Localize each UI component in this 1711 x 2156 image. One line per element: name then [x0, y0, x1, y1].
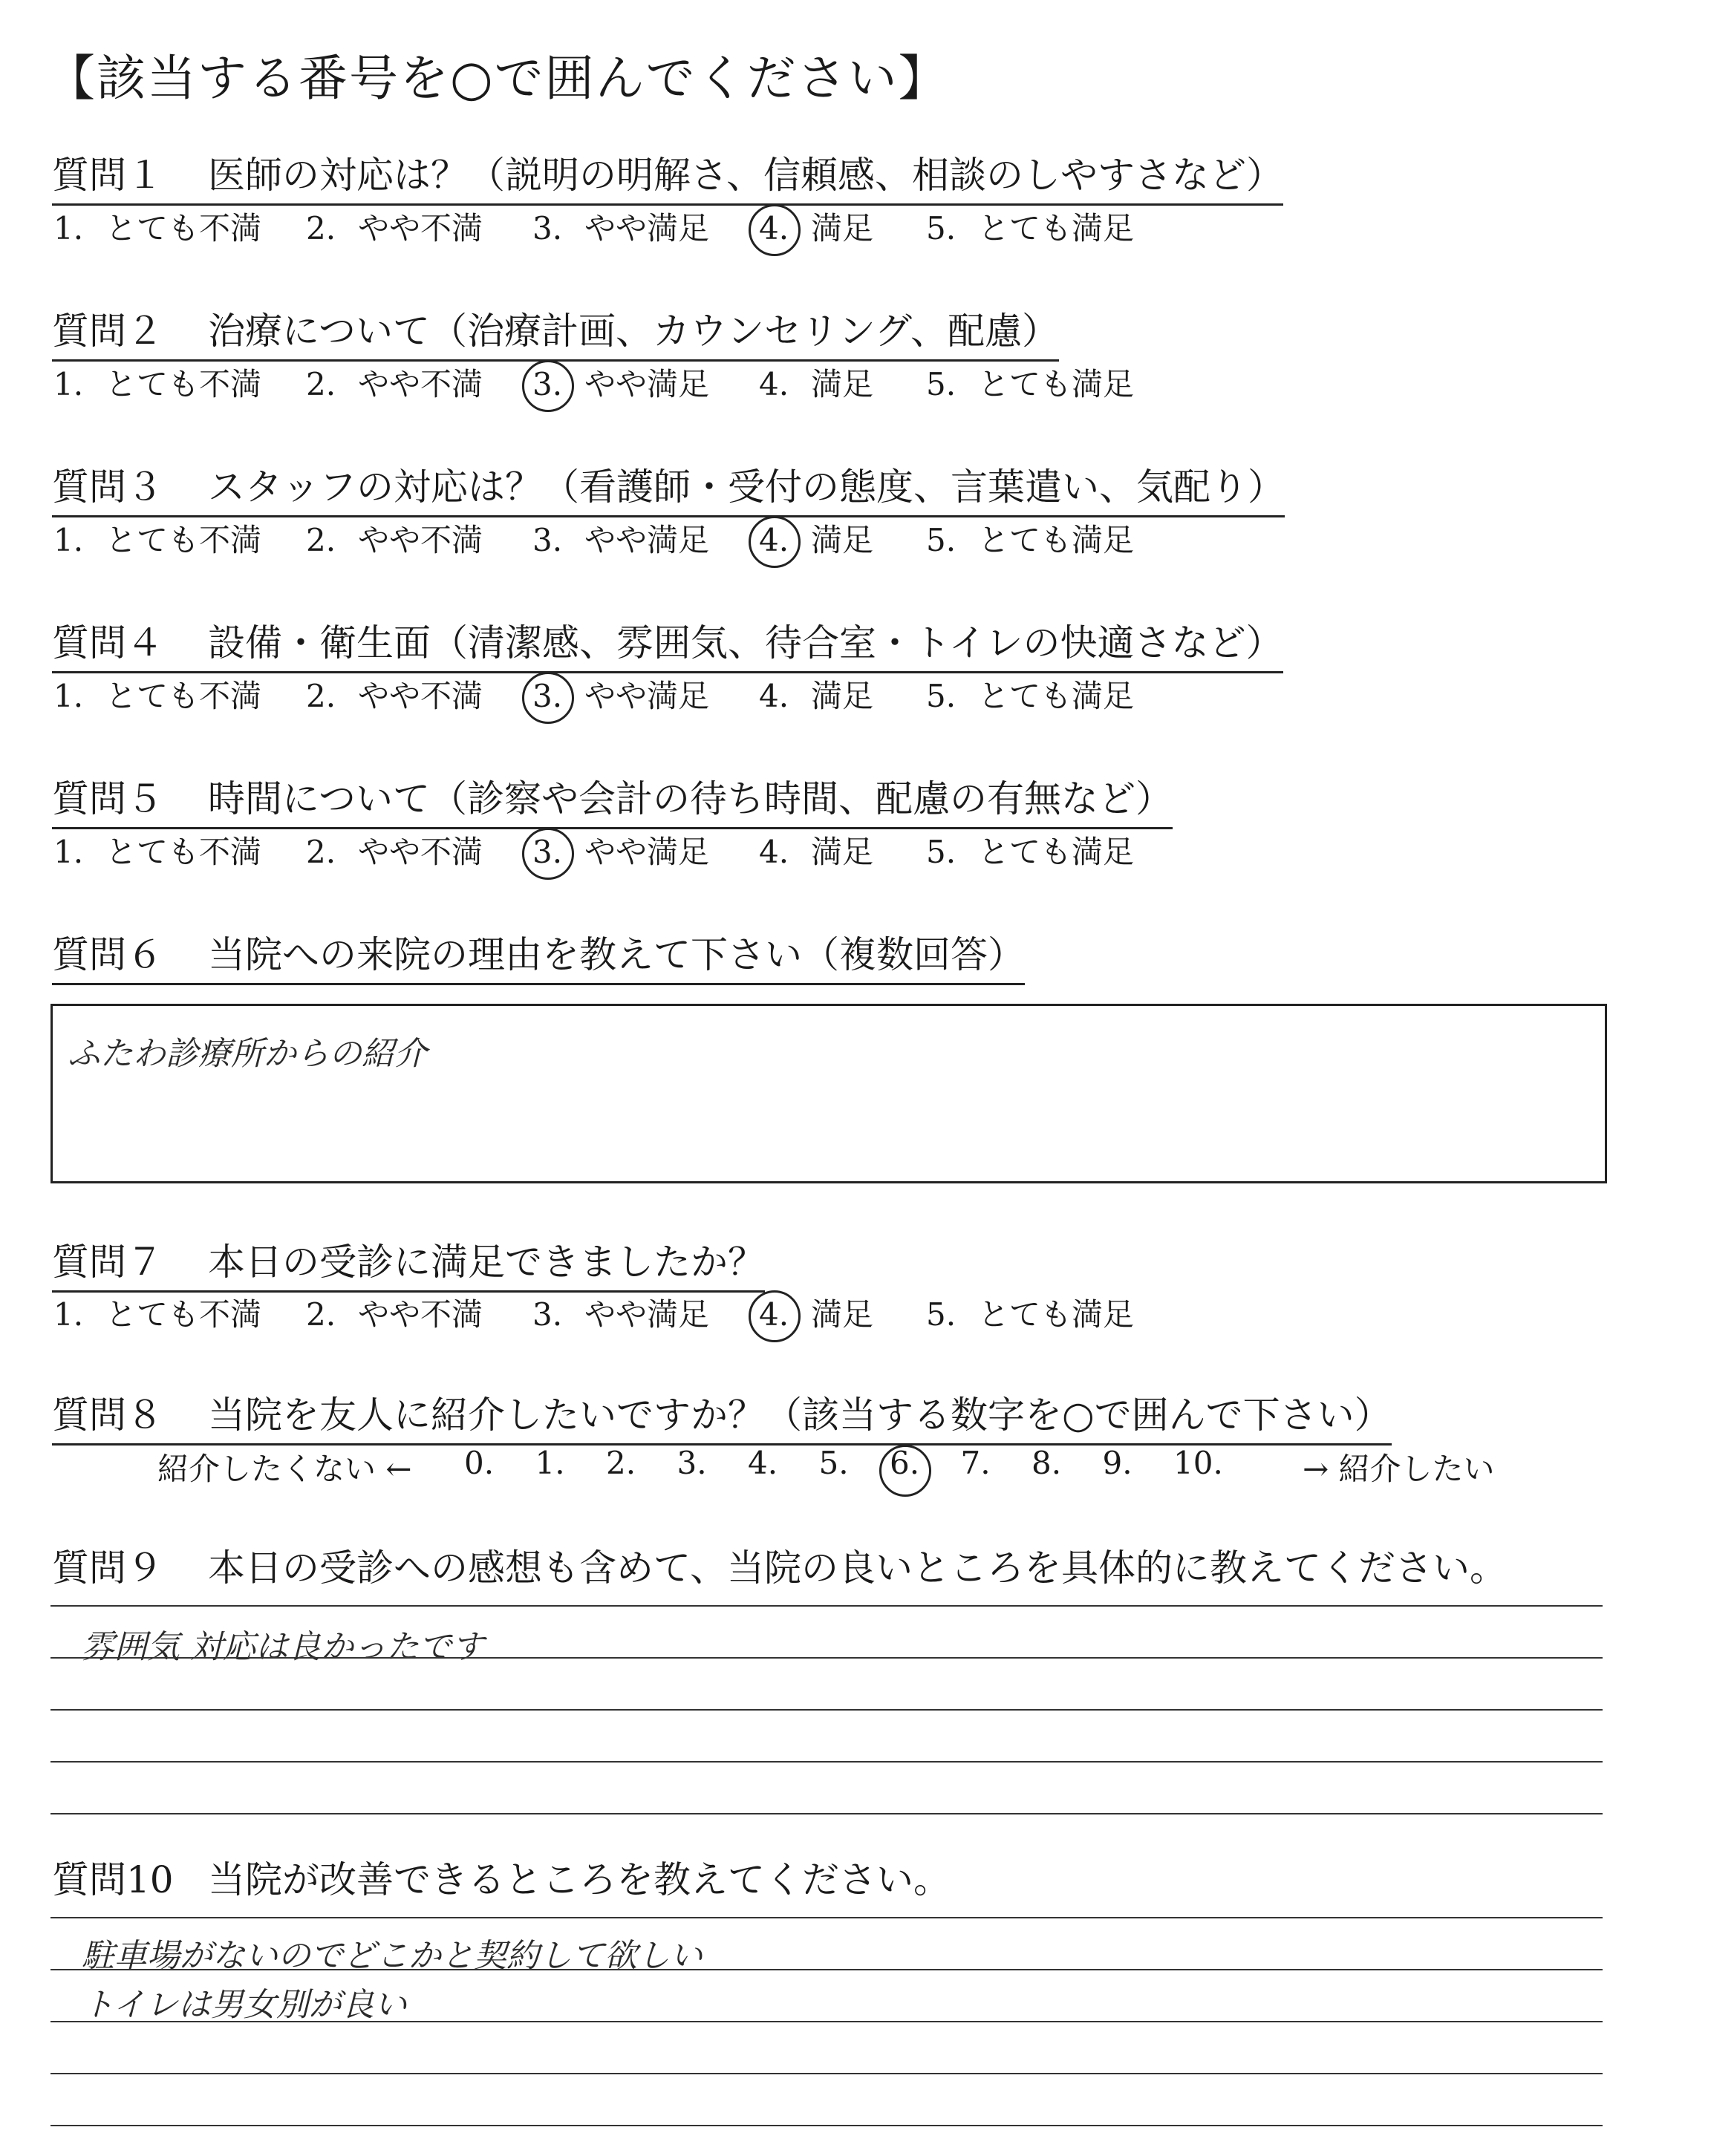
question-9-number: 質問９	[52, 1546, 163, 1590]
option-label: やや満足	[584, 210, 710, 246]
option-label: 満足	[811, 834, 874, 870]
option-label: とても満足	[978, 522, 1135, 558]
option-number: 5.	[926, 366, 956, 402]
option-number: 2.	[306, 366, 336, 402]
scale-option-4[interactable]: 4.	[748, 1445, 778, 1481]
scale-option-2[interactable]: 2.	[606, 1445, 636, 1481]
option-number: 4.	[759, 834, 789, 870]
scale-option-6[interactable]: 6.	[890, 1445, 919, 1481]
answer-line	[50, 1969, 1603, 1970]
answer-line	[50, 2125, 1603, 2126]
option-number: 2.	[306, 210, 336, 246]
scale-option-9[interactable]: 9.	[1102, 1445, 1132, 1481]
option-label: やや不満	[358, 1296, 483, 1333]
question-5-text: 時間について（診察や会計の待ち時間、配慮の有無など）	[208, 777, 1173, 820]
scale-option-7[interactable]: 7.	[960, 1445, 991, 1481]
selected-circle-mark	[522, 828, 574, 880]
selected-circle-mark	[749, 1290, 801, 1342]
scale-option-0[interactable]: 0.	[464, 1445, 495, 1481]
option-number: 4.	[759, 522, 811, 558]
option-number: 2.	[306, 1296, 336, 1333]
option-3[interactable]	[532, 1290, 709, 1335]
question-4-title	[52, 613, 1283, 673]
option-label: やや不満	[358, 522, 483, 558]
question-6-title	[52, 925, 1025, 985]
option-1[interactable]	[53, 1290, 261, 1335]
answer-line	[50, 1605, 1603, 1607]
question-2-text: 治療について（治療計画、カウンセリング、配慮）	[208, 310, 1059, 353]
option-number: 3.	[532, 210, 563, 246]
question-3-number: 質問３	[52, 466, 163, 509]
question-8-text: 当院を友人に紹介したいですか？（該当する数字を○で囲んで下さい）	[208, 1394, 1392, 1437]
option-1[interactable]	[53, 360, 261, 405]
option-label: とても満足	[978, 678, 1135, 714]
option-label: とても不満	[105, 366, 262, 402]
option-2[interactable]	[306, 672, 483, 716]
option-4[interactable]	[759, 360, 873, 405]
option-number: 4.	[759, 1296, 811, 1333]
option-label: やや満足	[584, 1296, 710, 1333]
option-label: 満足	[811, 678, 874, 714]
scale-option-1[interactable]: 1.	[535, 1445, 565, 1481]
option-label: とても不満	[105, 1296, 262, 1333]
question-6-answer-box[interactable]	[50, 1004, 1607, 1183]
option-label: とても満足	[978, 366, 1135, 402]
option-5[interactable]	[926, 828, 1134, 872]
question-6-answer: ふたわ診療所からの紹介	[68, 1035, 427, 1073]
option-label: やや満足	[584, 366, 710, 402]
option-number: 4.	[759, 210, 811, 246]
option-number: 3.	[532, 1296, 563, 1333]
option-3[interactable]	[532, 204, 709, 249]
option-1[interactable]	[53, 204, 261, 249]
question-8-number: 質問８	[52, 1394, 163, 1437]
question-3-text: スタッフの対応は？（看護師・受付の態度、言葉遣い、気配り）	[208, 466, 1285, 509]
question-1-text: 医師の対応は？（説明の明解さ、信頼感、相談のしやすさなど）	[208, 154, 1283, 197]
answer-line	[50, 1709, 1603, 1711]
question-2-title	[52, 301, 1059, 362]
question-10-text: 当院が改善できるところを教えてください。	[208, 1858, 951, 1901]
answer-line	[50, 1657, 1603, 1659]
option-number: 4.	[759, 678, 789, 714]
selected-circle-mark	[879, 1445, 931, 1497]
selected-circle-mark	[749, 204, 801, 256]
selected-circle-mark	[749, 516, 801, 568]
answer-line	[50, 1917, 1603, 1918]
option-number: 1.	[53, 522, 84, 558]
option-5[interactable]	[926, 672, 1134, 716]
question-9-answer-1: 雰囲気 対応は良かったです	[82, 1628, 484, 1666]
option-4[interactable]	[759, 516, 873, 561]
option-1[interactable]	[53, 672, 261, 716]
option-number: 1.	[53, 366, 84, 402]
option-4[interactable]	[759, 672, 873, 716]
question-6-text: 当院への来院の理由を教えて下さい（複数回答）	[208, 933, 1025, 976]
question-4-number: 質問４	[52, 621, 163, 664]
question-7-text: 本日の受診に満足できましたか？	[208, 1241, 765, 1284]
question-9-text: 本日の受診への感想も含めて、当院の良いところを具体的に教えてください。	[208, 1546, 1507, 1590]
option-number: 2.	[306, 834, 336, 870]
option-label: 満足	[811, 366, 874, 402]
option-number: 1.	[53, 210, 84, 246]
question-2-number: 質問２	[52, 310, 163, 353]
answer-line	[50, 2021, 1603, 2022]
option-2[interactable]	[306, 1290, 483, 1335]
option-2[interactable]	[306, 204, 483, 249]
option-label: やや不満	[358, 678, 483, 714]
question-1-number: 質問１	[52, 154, 163, 197]
scale-right-label: → 紹介したい	[1303, 1451, 1495, 1487]
option-label: とても不満	[105, 678, 262, 714]
option-label: やや不満	[358, 834, 483, 870]
option-number: 5.	[926, 210, 956, 246]
option-number: 3.	[532, 366, 584, 402]
question-4-text: 設備・衛生面（清潔感、雰囲気、待合室・トイレの快適さなど）	[208, 621, 1283, 664]
option-label: やや不満	[358, 366, 483, 402]
option-number: 5.	[926, 522, 956, 558]
option-label: とても不満	[105, 834, 262, 870]
option-label: やや満足	[584, 522, 710, 558]
option-label: やや満足	[584, 834, 710, 870]
option-number: 4.	[759, 366, 789, 402]
option-4[interactable]	[759, 1290, 873, 1335]
option-5[interactable]	[926, 204, 1134, 249]
question-9-title	[52, 1538, 1507, 1596]
scale-option-8[interactable]: 8.	[1032, 1445, 1062, 1481]
scale-option-10[interactable]: 10.	[1173, 1445, 1223, 1481]
question-8-title	[52, 1385, 1392, 1446]
option-label: とても不満	[105, 210, 262, 246]
form-title: 【該当する番号を○で囲んでください】	[46, 50, 949, 107]
question-5-number: 質問５	[52, 777, 163, 820]
option-label: とても不満	[105, 522, 262, 558]
option-1[interactable]	[53, 828, 261, 872]
option-2[interactable]	[306, 828, 483, 872]
option-4[interactable]	[759, 828, 873, 872]
question-7-number: 質問７	[52, 1241, 163, 1284]
option-number: 1.	[53, 678, 84, 714]
option-number: 2.	[306, 522, 336, 558]
option-5[interactable]	[926, 516, 1134, 561]
question-10-number: 質問10	[52, 1858, 174, 1901]
question-10-title	[52, 1850, 951, 1908]
question-1-title	[52, 146, 1283, 206]
option-label: とても満足	[978, 210, 1135, 246]
question-5-title	[52, 769, 1173, 829]
option-number: 3.	[532, 522, 563, 558]
scale-left-label: 紹介したくない ←	[157, 1451, 412, 1487]
question-10-answer-2: トイレは男女別が良い	[82, 1986, 407, 2024]
option-label: 満足	[811, 522, 874, 558]
option-number: 2.	[306, 678, 336, 714]
answer-line	[50, 1813, 1603, 1814]
question-3-title	[52, 457, 1285, 517]
scale-option-3[interactable]: 3.	[677, 1445, 707, 1481]
option-number: 3.	[532, 834, 584, 870]
option-label: 満足	[811, 1296, 874, 1333]
answer-line	[50, 2073, 1603, 2074]
option-label: やや満足	[584, 678, 710, 714]
option-3[interactable]	[532, 828, 709, 872]
option-number: 5.	[926, 834, 956, 870]
option-1[interactable]	[53, 516, 261, 561]
option-3[interactable]	[532, 672, 709, 716]
option-number: 5.	[926, 1296, 956, 1333]
option-5[interactable]	[926, 1290, 1134, 1335]
option-3[interactable]	[532, 360, 709, 405]
option-2[interactable]	[306, 516, 483, 561]
question-7-title	[52, 1232, 765, 1293]
option-5[interactable]	[926, 360, 1134, 405]
scale-option-5[interactable]: 5.	[818, 1445, 849, 1481]
option-label: とても満足	[978, 1296, 1135, 1333]
question-6-number: 質問６	[52, 933, 163, 976]
option-label: やや不満	[358, 210, 483, 246]
question-10-answer-1: 駐車場がないのでどこかと契約して欲しい	[82, 1937, 703, 1975]
answer-line	[50, 1761, 1603, 1763]
option-number: 5.	[926, 678, 956, 714]
question-8-scale	[0, 1445, 1711, 1497]
option-label: とても満足	[978, 834, 1135, 870]
option-number: 1.	[53, 834, 84, 870]
option-3[interactable]	[532, 516, 709, 561]
selected-circle-mark	[522, 360, 574, 412]
option-4[interactable]	[759, 204, 873, 249]
selected-circle-mark	[522, 672, 574, 724]
option-2[interactable]	[306, 360, 483, 405]
option-label: 満足	[811, 210, 874, 246]
option-number: 3.	[532, 678, 584, 714]
option-number: 1.	[53, 1296, 84, 1333]
